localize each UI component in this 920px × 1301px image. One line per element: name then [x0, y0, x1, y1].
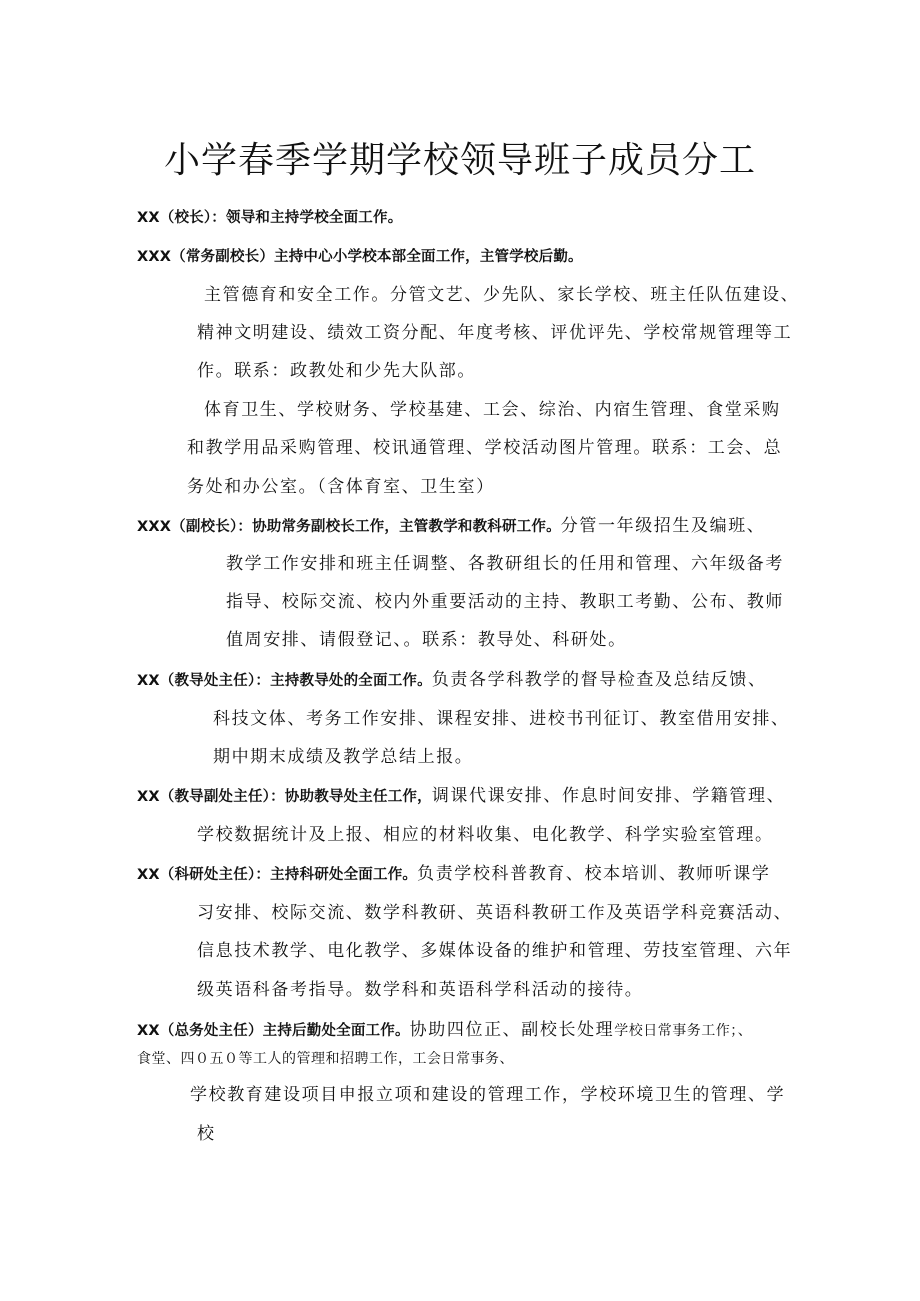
general-affairs-lead: XX（总务处主任）主持后勤处全面工作。: [137, 1023, 410, 1039]
page-title: 小学春季学期学校领导班子成员分工: [163, 140, 756, 181]
vice-line: 指导、校际交流、校内外重要活动的主持、教职工考勤、公布、教师: [226, 592, 784, 612]
general-affairs-line: 学校教育建设项目申报立项和建设的管理工作，学校环境卫生的管理、学: [190, 1085, 786, 1105]
academic-director-line: 期中期末成绩及教学总结上报。: [213, 747, 474, 767]
exec-vice-line: 和教学用品采购管理、校讯通管理、学校活动图片管理。联系：工会、总: [187, 438, 783, 458]
exec-vice-line: 主管德育和安全工作。分管文艺、少先队、家长学校、班主任队伍建设、: [204, 285, 800, 305]
research-director-line: 信息技术教学、电化教学、多媒体设备的维护和管理、劳技室管理、六年: [197, 941, 793, 961]
academic-deputy-lead-row: [137, 784, 785, 809]
exec-vice-lead: XXX（常务副校长）主持中心小学校本部全面工作，主管学校后勤。: [137, 249, 583, 265]
research-director-lead-row: [137, 862, 771, 887]
academic-director-lead: XX（教导处主任）：主持教导处的全面工作。: [137, 673, 432, 689]
academic-deputy-lead: XX（教导副处主任）：协助教导处主任工作，: [137, 789, 432, 805]
academic-deputy-line: 学校数据统计及上报、相应的材料收集、电化教学、科学实验室管理。: [197, 825, 774, 845]
vice-lead: XXX（副校长）：协助常务副校长工作，主管教学和教科研工作。: [137, 519, 561, 535]
general-affairs-lead-tail-small: 学校日常事务工作；、: [614, 1023, 753, 1039]
vice-lead-tail: 分管一年级招生及编班、: [560, 516, 766, 536]
vice-line: 教学工作安排和班主任调整、各教研组长的任用和管理、六年级备考: [226, 554, 784, 574]
academic-director-line: 科技文体、考务工作安排、课程安排、进校书刊征订、教室借用安排、: [213, 709, 790, 729]
vice-line: 值周安排、请假登记、。联系：教导处、科研处。: [226, 630, 627, 650]
vice-lead-row: [137, 514, 765, 539]
exec-vice-line: 精神文明建设、绩效工资分配、年度考核、评优评先、学校常规管理等工: [197, 323, 793, 343]
exec-vice-line: 务处和办公室。（含体育室、卫生室）: [187, 477, 495, 497]
academic-director-lead-tail: 负责各学科教学的督导检查及总结反馈、: [431, 670, 767, 690]
general-affairs-lead-row: [137, 1018, 752, 1043]
exec-vice-line: 作。联系：政教处和少先大队部。: [197, 361, 476, 381]
academic-director-lead-row: [137, 668, 767, 693]
research-director-lead-tail: 负责学校科普教育、校本培训、教师听课学: [417, 864, 771, 884]
research-director-line: 级英语科备考指导。数学科和英语科学科活动的接待。: [197, 980, 644, 1000]
principal-lead: XX（校长）：领导和主持学校全面工作。: [137, 210, 403, 226]
academic-deputy-lead-tail: 调课代课安排、作息时间安排、学籍管理、: [431, 786, 786, 806]
exec-vice-line: 体育卫生、学校财务、学校基建、工会、综治、内宿生管理、食堂采购: [204, 400, 781, 420]
general-affairs-line: 食堂、四０五０等工人的管理和招聘工作，工会日常事务、: [137, 1051, 514, 1067]
general-affairs-line: 校: [197, 1124, 216, 1144]
general-affairs-lead-tail: 协助四位正、副校长处理: [409, 1020, 615, 1040]
research-director-lead: XX（科研处主任）：主持科研处全面工作。: [137, 867, 418, 883]
research-director-line: 习安排、校际交流、数学科教研、英语科教研工作及英语学科竞赛活动、: [197, 903, 793, 923]
